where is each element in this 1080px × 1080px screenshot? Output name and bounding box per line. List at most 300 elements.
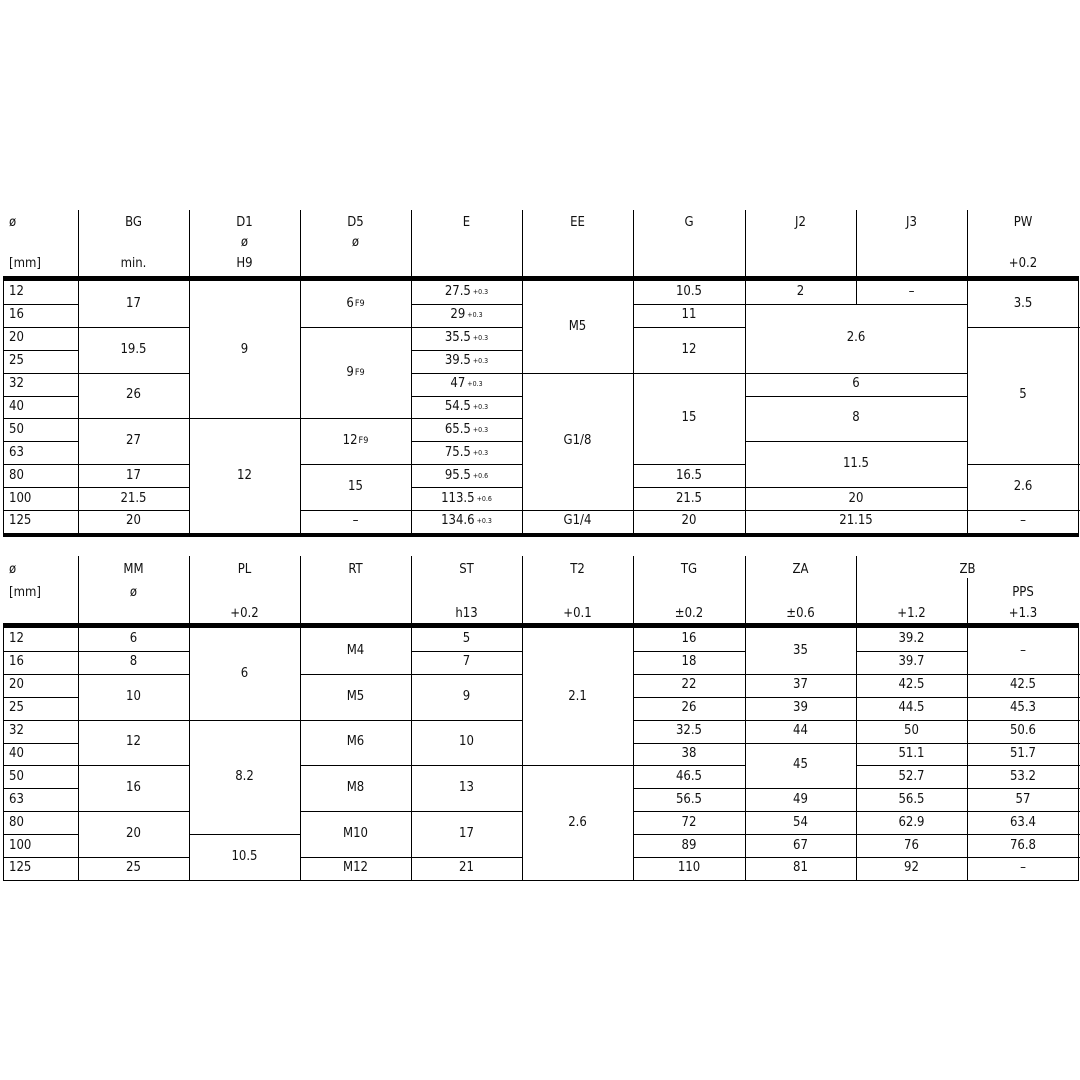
bg-cell <box>78 373 189 419</box>
header-7-label: J2 <box>795 215 806 230</box>
tg-cell-value: 56.5 <box>675 791 703 807</box>
size-row-20-value: 20 <box>9 330 24 346</box>
size-row-40-value: 40 <box>9 745 24 761</box>
zb-pps-cell <box>967 834 1079 857</box>
zb-cell-value: 39.2 <box>898 631 925 647</box>
t2-cell <box>522 765 633 880</box>
d5-cell-value: 9 <box>346 364 354 380</box>
tg-cell-value: 18 <box>681 654 697 670</box>
zb-pps-cell <box>967 811 1079 834</box>
j3-cell <box>856 281 967 304</box>
ee-cell <box>522 373 633 510</box>
header-9-tolerance: +1.3 <box>1008 606 1038 621</box>
e-cell-value: 27.5 <box>444 284 471 300</box>
st-cell-value: 13 <box>459 780 474 796</box>
j2-j3-cell <box>745 487 967 510</box>
rt-cell <box>300 674 411 720</box>
size-row-50-value: 50 <box>9 768 24 784</box>
t2-cell-value: 2.6 <box>568 814 587 830</box>
j2-j3-cell <box>745 373 967 396</box>
bg-cell <box>78 327 189 373</box>
e-cell-tolerance: +0.3 <box>467 311 483 320</box>
za-cell <box>745 811 856 834</box>
st-cell-value: 9 <box>462 688 471 704</box>
zb-pps-cell <box>967 674 1079 697</box>
mm-cell <box>78 651 189 674</box>
d5-cell-value: 15 <box>348 479 363 495</box>
size-row-63 <box>3 441 78 464</box>
za-cell <box>745 788 856 811</box>
za-cell <box>745 720 856 743</box>
j2-cell-value: 2 <box>796 284 805 300</box>
header-1-label: MM <box>123 562 144 577</box>
header-0-tolerance: [mm] <box>9 256 41 271</box>
zb-pps-cell-value: – <box>1020 860 1026 876</box>
tg-cell-value: 26 <box>681 700 697 716</box>
size-row-16 <box>3 304 78 327</box>
header-3-label: RT <box>348 562 363 577</box>
rt-cell <box>300 765 411 811</box>
mm-cell-value: 10 <box>126 688 141 704</box>
header-5-label: T2 <box>570 562 585 577</box>
tg-cell <box>633 857 745 880</box>
rt-cell <box>300 720 411 766</box>
size-row-100-value: 100 <box>9 837 32 853</box>
mm-cell-value: 20 <box>126 826 141 842</box>
zb-cell-value: 42.5 <box>898 677 925 693</box>
zb-pps-cell-value: – <box>1020 642 1026 658</box>
e-cell <box>411 396 522 419</box>
size-row-32-value: 32 <box>9 723 24 739</box>
e-cell-value: 75.5 <box>444 444 471 460</box>
za-cell-value: 35 <box>793 642 808 658</box>
d5-cell-tolerance: F9 <box>354 298 365 309</box>
rt-cell <box>300 628 411 674</box>
ee-cell-value: M5 <box>568 318 587 334</box>
st-cell-value: 10 <box>459 734 474 750</box>
g-cell-value: 15 <box>681 410 697 426</box>
e-cell-tolerance: +0.3 <box>472 288 489 297</box>
header-8-tolerance: +1.2 <box>897 606 926 621</box>
g-cell <box>633 281 745 304</box>
mm-cell-value: 6 <box>129 631 138 647</box>
pl-cell <box>189 834 300 880</box>
st-cell-value: 17 <box>459 826 474 842</box>
st-cell <box>411 811 522 857</box>
size-row-50 <box>3 765 78 788</box>
bg-cell <box>78 281 189 327</box>
bg-cell-value: 17 <box>126 467 141 483</box>
size-row-80-value: 80 <box>9 814 24 830</box>
t2-cell <box>522 628 633 765</box>
tg-cell-value: 22 <box>681 677 697 693</box>
bg-cell-value: 26 <box>126 387 141 403</box>
size-row-16-value: 16 <box>9 307 24 323</box>
za-cell-value: 44 <box>793 723 808 739</box>
d1-cell <box>189 281 300 418</box>
j2-j3-cell <box>745 304 967 373</box>
header-zb-label: ZB <box>959 562 976 577</box>
e-cell-value: 95.5 <box>444 467 471 483</box>
size-row-40 <box>3 396 78 419</box>
pl-cell-value: 8.2 <box>235 768 254 784</box>
j2-j3-cell-value: 8 <box>852 410 860 426</box>
d5-cell <box>300 327 411 419</box>
tg-cell <box>633 697 745 720</box>
size-row-80 <box>3 811 78 834</box>
size-row-12-value: 12 <box>9 631 24 647</box>
ee-cell-value: G1/4 <box>563 513 592 529</box>
zb-pps-cell <box>967 743 1079 766</box>
d1-cell <box>189 418 300 533</box>
pw-cell-value: 5 <box>1019 387 1027 403</box>
header-2-tolerance: H9 <box>236 256 253 271</box>
d5-cell-value: 12 <box>342 433 358 449</box>
bg-cell <box>78 418 189 464</box>
pw-cell <box>967 464 1079 510</box>
zb-cell-value: 51.1 <box>898 745 925 761</box>
e-cell-tolerance: +0.3 <box>467 380 483 389</box>
header-9-symbol: PPS <box>1012 585 1034 600</box>
dimensions-table-1 <box>3 210 1079 540</box>
j2-j3-cell-value: 11.5 <box>842 456 870 472</box>
size-row-63-value: 63 <box>9 791 24 807</box>
za-cell <box>745 628 856 674</box>
header-1-tolerance: min. <box>120 256 147 271</box>
table-bottom-rule <box>3 533 1079 537</box>
g-cell <box>633 464 745 487</box>
e-cell <box>411 441 522 464</box>
za-cell <box>745 674 856 697</box>
e-cell <box>411 304 522 327</box>
bg-cell <box>78 487 189 510</box>
header-0-label: ø <box>9 562 17 577</box>
size-row-50 <box>3 418 78 441</box>
e-cell-value: 134.6 <box>441 513 475 529</box>
tg-cell <box>633 788 745 811</box>
za-cell-value: 45 <box>793 757 808 773</box>
mm-cell <box>78 720 189 766</box>
header-6-label: TG <box>680 562 698 577</box>
e-cell-value: 47 <box>450 376 466 392</box>
e-cell-tolerance: +0.3 <box>472 357 489 366</box>
zb-cell-value: 92 <box>904 860 919 876</box>
rt-cell-value: M4 <box>346 642 365 658</box>
tg-cell-value: 16 <box>681 631 697 647</box>
za-cell-value: 67 <box>793 837 808 853</box>
pw-cell <box>967 327 1079 464</box>
zb-cell-value: 39.7 <box>898 654 925 670</box>
st-cell <box>411 857 522 880</box>
size-row-12 <box>3 281 78 304</box>
zb-pps-cell-value: 45.3 <box>1009 700 1037 716</box>
header-9-tolerance: +0.2 <box>1008 256 1038 271</box>
header-4-label: ST <box>459 562 474 577</box>
d5-cell-tolerance: F9 <box>358 436 369 447</box>
size-row-100-value: 100 <box>9 490 32 506</box>
g-cell <box>633 510 745 533</box>
mm-cell-value: 16 <box>126 780 141 796</box>
row-divider <box>3 880 1079 881</box>
j2-j3-cell-value: 20 <box>848 490 864 506</box>
za-cell-value: 37 <box>793 677 808 693</box>
g-cell-value: 12 <box>681 341 697 357</box>
size-row-63 <box>3 788 78 811</box>
size-row-32 <box>3 720 78 743</box>
za-cell-value: 81 <box>793 860 808 876</box>
zb-pps-cell-value: 51.7 <box>1009 745 1037 761</box>
dimensions-table-2 <box>3 556 1079 886</box>
column-divider <box>856 210 857 276</box>
size-row-25-value: 25 <box>9 353 24 369</box>
zb-cell <box>856 720 967 743</box>
rt-cell-value: M8 <box>346 780 365 796</box>
za-cell <box>745 857 856 880</box>
zb-pps-cell <box>967 628 1079 674</box>
pl-cell <box>189 628 300 720</box>
zb-cell <box>856 743 967 766</box>
size-row-125 <box>3 857 78 880</box>
header-7-tolerance: ±0.6 <box>786 606 815 621</box>
zb-pps-cell <box>967 720 1079 743</box>
tg-cell <box>633 834 745 857</box>
st-cell <box>411 628 522 651</box>
d5-cell <box>300 418 411 464</box>
zb-pps-cell-value: 63.4 <box>1009 814 1037 830</box>
za-cell-value: 49 <box>793 791 808 807</box>
header-1-symbol: ø <box>129 585 138 600</box>
g-cell-value: 16.5 <box>675 467 703 483</box>
d5-cell <box>300 281 411 327</box>
header-8-label: J3 <box>906 215 917 230</box>
size-row-25 <box>3 697 78 720</box>
st-cell-value: 7 <box>462 654 471 670</box>
zb-cell-value: 62.9 <box>898 814 925 830</box>
ee-cell <box>522 281 633 373</box>
st-cell <box>411 674 522 720</box>
zb-cell <box>856 857 967 880</box>
zb-cell <box>856 765 967 788</box>
e-cell <box>411 281 522 304</box>
zb-pps-cell-value: 50.6 <box>1009 723 1037 739</box>
header-1-label: BG <box>125 215 142 230</box>
size-row-16-value: 16 <box>9 654 24 670</box>
g-cell <box>633 487 745 510</box>
zb-cell <box>856 628 967 651</box>
pl-cell <box>189 720 300 835</box>
e-cell-value: 29 <box>450 307 466 323</box>
pl-cell-value: 10.5 <box>231 848 258 864</box>
size-row-80 <box>3 464 78 487</box>
zb-cell <box>856 788 967 811</box>
g-cell-value: 11 <box>681 307 697 323</box>
e-cell-tolerance: +0.3 <box>472 448 489 457</box>
mm-cell-value: 25 <box>126 860 141 876</box>
header-3-label: D5 <box>347 215 364 230</box>
g-cell-value: 21.5 <box>675 490 703 506</box>
ee-cell-value: G1/8 <box>563 433 592 449</box>
rt-cell <box>300 857 411 880</box>
zb-cell-value: 76 <box>904 837 919 853</box>
size-row-12-value: 12 <box>9 284 24 300</box>
ee-cell <box>522 510 633 533</box>
st-cell <box>411 720 522 766</box>
zb-pps-cell-value: 53.2 <box>1009 768 1037 784</box>
d1-cell-value: 9 <box>240 341 249 357</box>
e-cell-value: 65.5 <box>444 421 471 437</box>
bg-cell-value: 19.5 <box>120 341 147 357</box>
g-cell-value: 10.5 <box>675 284 703 300</box>
zb-cell <box>856 697 967 720</box>
size-row-63-value: 63 <box>9 444 24 460</box>
e-cell-value: 113.5 <box>441 490 475 506</box>
size-row-100 <box>3 834 78 857</box>
e-cell-value: 54.5 <box>444 398 471 414</box>
tg-cell-value: 72 <box>681 814 697 830</box>
pw-cell-value: – <box>1020 513 1026 529</box>
mm-cell <box>78 674 189 720</box>
header-7-label: ZA <box>792 562 809 577</box>
header-5-tolerance: +0.1 <box>563 606 592 621</box>
size-row-20 <box>3 327 78 350</box>
zb-cell-value: 44.5 <box>898 700 925 716</box>
za-cell <box>745 697 856 720</box>
d5-cell-value: – <box>352 513 359 529</box>
size-row-12 <box>3 628 78 651</box>
zb-cell <box>856 834 967 857</box>
zb-pps-cell-value: 57 <box>1015 791 1031 807</box>
size-row-20 <box>3 674 78 697</box>
d5-cell <box>300 510 411 533</box>
j2-j3-cell-value: 21.15 <box>839 513 873 529</box>
tg-cell-value: 89 <box>681 837 697 853</box>
za-cell <box>745 834 856 857</box>
e-cell <box>411 418 522 441</box>
e-cell <box>411 464 522 487</box>
header-3-symbol: ø <box>351 235 360 250</box>
za-cell-value: 54 <box>793 814 808 830</box>
mm-cell <box>78 857 189 880</box>
e-cell-tolerance: +0.3 <box>476 517 492 526</box>
j2-j3-cell-value: 2.6 <box>846 330 866 346</box>
header-6-label: G <box>684 215 694 230</box>
size-row-125 <box>3 510 78 533</box>
e-cell-value: 39.5 <box>444 353 471 369</box>
d5-cell-value: 6 <box>346 295 354 311</box>
header-4-label: E <box>462 215 471 230</box>
mm-cell-value: 12 <box>126 734 141 750</box>
zb-cell <box>856 674 967 697</box>
tg-cell <box>633 651 745 674</box>
j2-cell <box>745 281 856 304</box>
size-row-125-value: 125 <box>9 513 32 529</box>
e-cell <box>411 510 522 533</box>
j2-j3-cell <box>745 510 967 533</box>
rt-cell-value: M6 <box>346 734 365 750</box>
tg-cell <box>633 720 745 743</box>
j2-j3-cell-value: 6 <box>852 376 860 392</box>
g-cell-value: 20 <box>681 513 697 529</box>
mm-cell <box>78 628 189 651</box>
header-5-label: EE <box>570 215 585 230</box>
pl-cell-value: 6 <box>240 665 249 681</box>
size-row-125-value: 125 <box>9 860 32 876</box>
pw-cell-value: 2.6 <box>1013 479 1033 495</box>
tg-cell <box>633 674 745 697</box>
size-row-50-value: 50 <box>9 421 24 437</box>
bg-cell <box>78 464 189 487</box>
zb-cell-value: 50 <box>904 723 919 739</box>
za-cell <box>745 743 856 789</box>
e-cell-tolerance: +0.6 <box>476 494 492 503</box>
header-4-tolerance: h13 <box>455 606 478 621</box>
size-row-100 <box>3 487 78 510</box>
bg-cell-value: 17 <box>126 295 141 311</box>
zb-cell-value: 52.7 <box>898 768 925 784</box>
d5-cell-tolerance: F9 <box>354 367 365 378</box>
tg-cell-value: 38 <box>681 745 697 761</box>
e-cell <box>411 327 522 350</box>
tg-cell-value: 32.5 <box>675 723 703 739</box>
pw-cell-value: 3.5 <box>1013 295 1033 311</box>
size-row-40 <box>3 743 78 766</box>
header-2-label: D1 <box>236 215 253 230</box>
bg-cell-value: 21.5 <box>120 490 147 506</box>
header-0-symbol: [mm] <box>9 585 41 600</box>
e-cell-value: 35.5 <box>444 330 471 346</box>
g-cell <box>633 327 745 373</box>
st-cell <box>411 765 522 811</box>
d5-cell <box>300 464 411 510</box>
rt-cell-value: M12 <box>343 860 368 876</box>
size-row-25-value: 25 <box>9 700 24 716</box>
pw-cell <box>967 510 1079 533</box>
g-cell <box>633 304 745 327</box>
size-row-32-value: 32 <box>9 376 24 392</box>
rt-cell <box>300 811 411 857</box>
t2-cell-value: 2.1 <box>568 688 587 704</box>
e-cell <box>411 373 522 396</box>
mm-cell <box>78 811 189 857</box>
st-cell <box>411 651 522 674</box>
size-row-16 <box>3 651 78 674</box>
tg-cell-value: 46.5 <box>675 768 703 784</box>
size-row-40-value: 40 <box>9 398 24 414</box>
mm-cell <box>78 765 189 811</box>
e-cell-tolerance: +0.6 <box>472 471 489 480</box>
rt-cell-value: M10 <box>343 826 368 842</box>
zb-pps-cell-value: 76.8 <box>1009 837 1037 853</box>
tg-cell <box>633 811 745 834</box>
header-2-symbol: ø <box>240 235 249 250</box>
j2-j3-cell <box>745 441 967 487</box>
zb-pps-cell <box>967 857 1079 880</box>
e-cell <box>411 487 522 510</box>
pw-cell <box>967 281 1079 327</box>
tg-cell <box>633 628 745 651</box>
zb-cell-value: 56.5 <box>898 791 925 807</box>
za-cell-value: 39 <box>793 700 808 716</box>
zb-pps-cell <box>967 697 1079 720</box>
e-cell-tolerance: +0.3 <box>472 425 489 434</box>
tg-cell <box>633 743 745 766</box>
size-row-25 <box>3 350 78 373</box>
zb-pps-cell-value: 42.5 <box>1009 677 1037 693</box>
zb-cell <box>856 651 967 674</box>
j2-j3-cell <box>745 396 967 442</box>
j3-cell-value: – <box>908 284 915 300</box>
zb-pps-cell <box>967 788 1079 811</box>
